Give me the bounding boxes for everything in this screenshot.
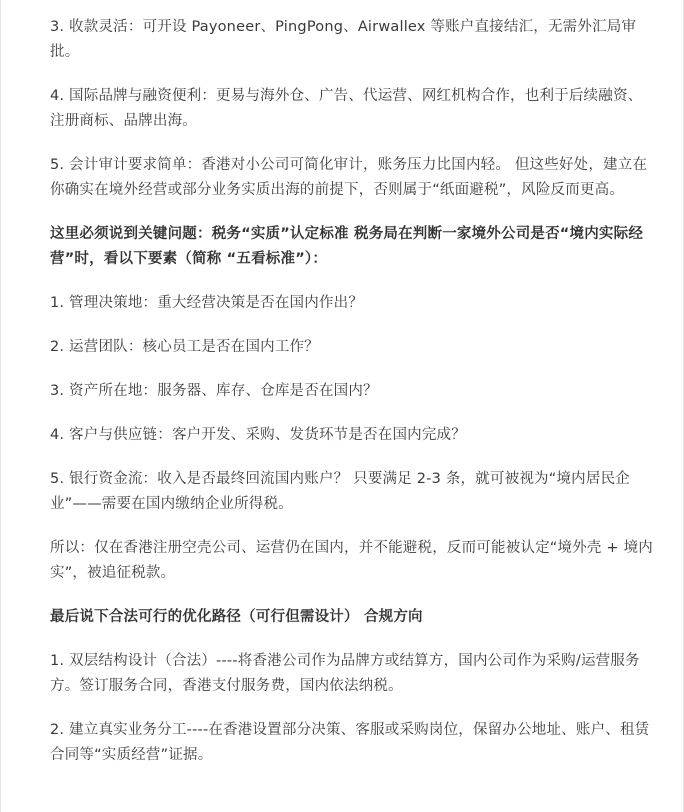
paragraph-conclusion: 所以：仅在香港注册空壳公司、运营仍在国内，并不能避税，反而可能被认定“境外壳 + 境内实”，被追征税款。 xyxy=(50,540,653,581)
list-item-real-division: 2. 建立真实业务分工----在香港设置部分决策、客服或采购岗位，保留办公地址、账户、租赁合同等“实质经营”证据。 xyxy=(50,722,650,763)
list-item-assets: 3. 资产所在地：服务器、库存、仓库是否在国内？ xyxy=(50,383,378,399)
list-item-dual-structure: 1. 双层结构设计（合法）----将香港公司作为品牌方或结算方，国内公司作为采购/运营服务方。签订服务合同，香港支付服务费，国内依法纳税。 xyxy=(50,653,640,694)
list-item-supply-chain: 4. 客户与供应链：客户开发、采购、发货环节是否在国内完成？ xyxy=(50,427,466,443)
list-item-management: 1. 管理决策地：重大经营决策是否在国内作出？ xyxy=(50,295,364,311)
heading-tax-substance: 这里必须说到关键问题：税务“实质”认定标准 税务局在判断一家境外公司是否“境内实际经营”时，看以下要素（简称 “五看标准”）： xyxy=(50,226,644,267)
heading-optimization-path: 最后说下合法可行的优化路径（可行但需设计） 合规方向 xyxy=(50,609,423,625)
paragraph-accounting-audit: 5. 会计审计要求简单：香港对小公司可简化审计，账务压力比国内轻。 但这些好处，建立在你确实在境外经营或部分业务实质出海的前提下，否则属于“纸面避税”，风险反而更高。 xyxy=(50,157,648,198)
paragraph-receipt-flexibility: 3. 收款灵活：可开设 Payoneer、PingPong、Airwallex 等账户直接结汇，无需外汇局审批。 xyxy=(50,19,637,60)
paragraph-brand-financing: 4. 国际品牌与融资便利：更易与海外仓、广告、代运营、网红机构合作，也利于后续融资、注册商标、品牌出海。 xyxy=(50,88,643,129)
list-item-bank-flow: 5. 银行资金流：收入是否最终回流国内账户？ 只要满足 2-3 条，就可被视为“境内居民企业”——需要在国内缴纳企业所得税。 xyxy=(50,471,630,512)
article-body xyxy=(1,0,683,768)
list-item-operations-team: 2. 运营团队：核心员工是否在国内工作？ xyxy=(50,339,319,355)
